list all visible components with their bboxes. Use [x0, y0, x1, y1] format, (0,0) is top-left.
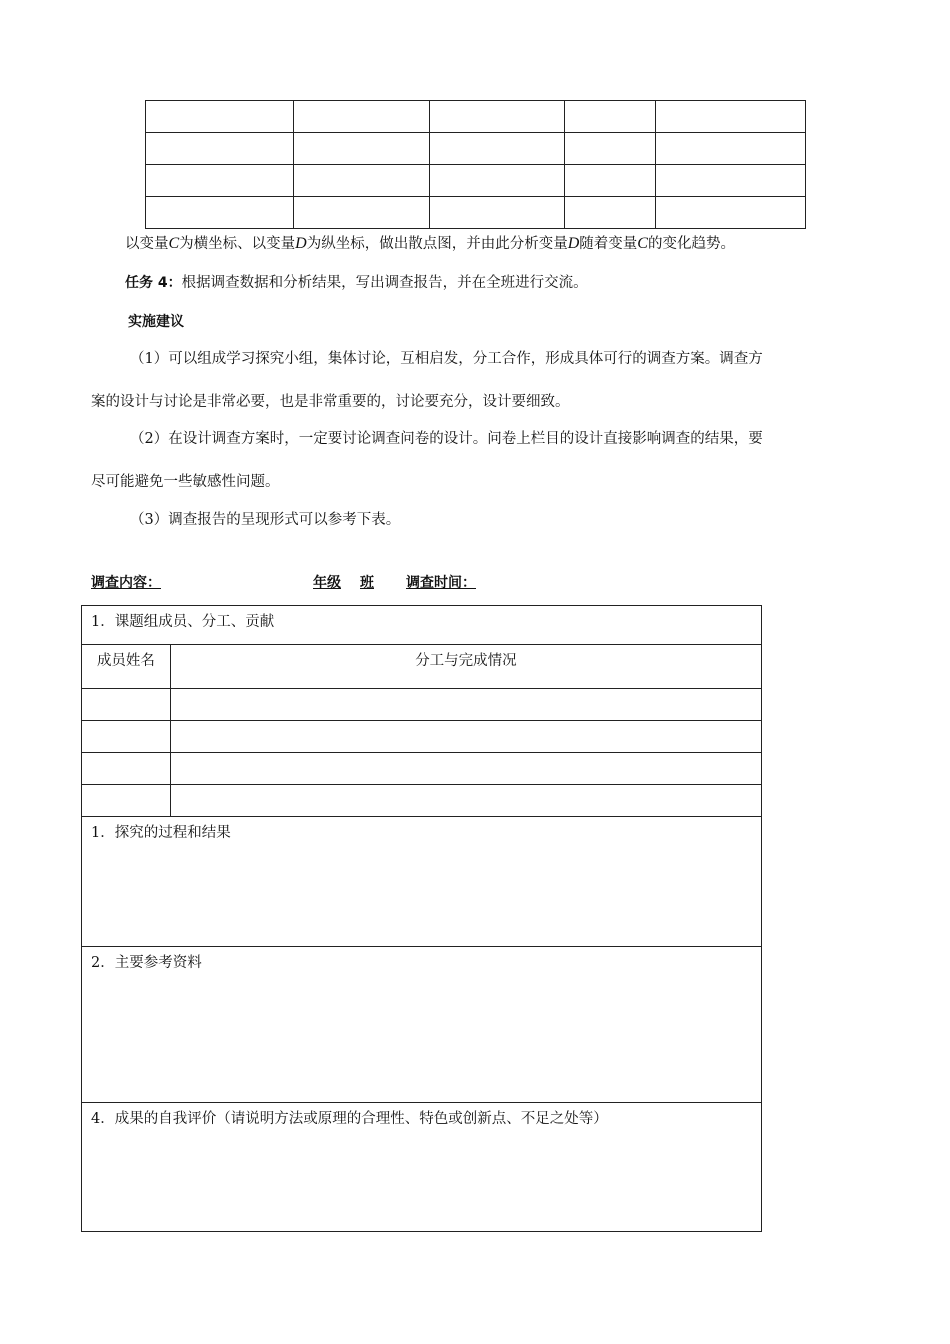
table-row — [82, 817, 762, 947]
table-row — [82, 947, 762, 1103]
report-form-table — [81, 605, 762, 1232]
table-cell — [429, 165, 565, 197]
member-name-cell — [82, 785, 171, 817]
table-cell — [293, 165, 429, 197]
instruction-text: 为纵坐标，做出散点图，并由此分析变量 — [306, 236, 568, 252]
table-cell — [146, 101, 294, 133]
suggestion-2-line-1: （2）在设计调查方案时，一定要讨论调查问卷的设计。问卷上栏目的设计直接影响调查的结果，要 — [130, 431, 763, 447]
references-section: 2．主要参考资料 — [82, 947, 762, 1103]
instruction-text: 为横坐标、以变量 — [179, 236, 296, 252]
report-form-header — [91, 572, 489, 592]
instruction-text: 随着变量 — [579, 236, 638, 252]
table-cell — [429, 133, 565, 165]
table-row — [82, 753, 762, 785]
table-cell — [656, 197, 806, 229]
suggestion-1-line-1: （1）可以组成学习探究小组，集体讨论，互相启发，分工合作，形成具体可行的调查方案。调查方 — [130, 351, 763, 367]
member-work-cell — [170, 721, 761, 753]
table-cell — [565, 133, 656, 165]
table-row — [82, 689, 762, 721]
task-4-text: 根据调查数据和分析结果，写出调查报告，并在全班进行交流。 — [181, 275, 588, 291]
table-cell — [656, 165, 806, 197]
member-work-cell — [170, 689, 761, 721]
scatter-instruction — [125, 232, 735, 253]
table-row — [146, 197, 806, 229]
work-completion-header: 分工与完成情况 — [170, 645, 761, 689]
member-name-cell — [82, 753, 171, 785]
survey-time-label: 调查时间： — [406, 575, 476, 591]
task-4 — [125, 271, 588, 292]
table-row — [82, 606, 762, 645]
table-cell — [565, 197, 656, 229]
survey-content-label: 调查内容： — [91, 575, 161, 591]
suggestion-2-line-2: 尽可能避免一些敏感性问题。 — [91, 474, 280, 490]
process-results-section: 1．探究的过程和结果 — [82, 817, 762, 947]
grade-label: 年级 — [313, 575, 341, 591]
table-cell — [429, 197, 565, 229]
table-cell — [293, 197, 429, 229]
table-row — [146, 165, 806, 197]
data-table — [145, 100, 806, 229]
table-cell — [146, 197, 294, 229]
table-cell — [146, 165, 294, 197]
suggestion-1-line-2: 案的设计与讨论是非常必要，也是非常重要的，讨论要充分，设计要细致。 — [91, 394, 570, 410]
table-cell — [293, 133, 429, 165]
class-label: 班 — [360, 575, 374, 591]
member-name-header: 成员姓名 — [82, 645, 171, 689]
task-4-label: 任务 4： — [125, 275, 182, 291]
instruction-text: 以变量 — [125, 236, 169, 252]
variable-c: C — [637, 235, 648, 252]
table-cell — [656, 101, 806, 133]
instruction-text: 的变化趋势。 — [647, 236, 735, 252]
variable-c: C — [168, 235, 180, 252]
suggestion-3: （3）调查报告的呈现形式可以参考下表。 — [130, 512, 401, 528]
table-row — [82, 1103, 762, 1232]
member-work-cell — [170, 785, 761, 817]
table-row — [146, 101, 806, 133]
self-evaluation-section: 4．成果的自我评价（请说明方法或原理的合理性、特色或创新点、不足之处等） — [82, 1103, 762, 1232]
table-cell — [565, 101, 656, 133]
member-name-cell — [82, 721, 171, 753]
member-name-cell — [82, 689, 171, 721]
table-cell — [656, 133, 806, 165]
table-row — [82, 785, 762, 817]
table-cell — [146, 133, 294, 165]
members-section-title: 1．课题组成员、分工、贡献 — [82, 606, 762, 645]
member-work-cell — [170, 753, 761, 785]
variable-d: D — [295, 235, 307, 252]
suggestions-heading: 实施建议 — [128, 314, 184, 330]
table-row — [82, 721, 762, 753]
table-row — [146, 133, 806, 165]
variable-d: D — [567, 235, 580, 252]
table-row — [82, 645, 762, 689]
table-cell — [565, 165, 656, 197]
table-cell — [429, 101, 565, 133]
table-cell — [293, 101, 429, 133]
